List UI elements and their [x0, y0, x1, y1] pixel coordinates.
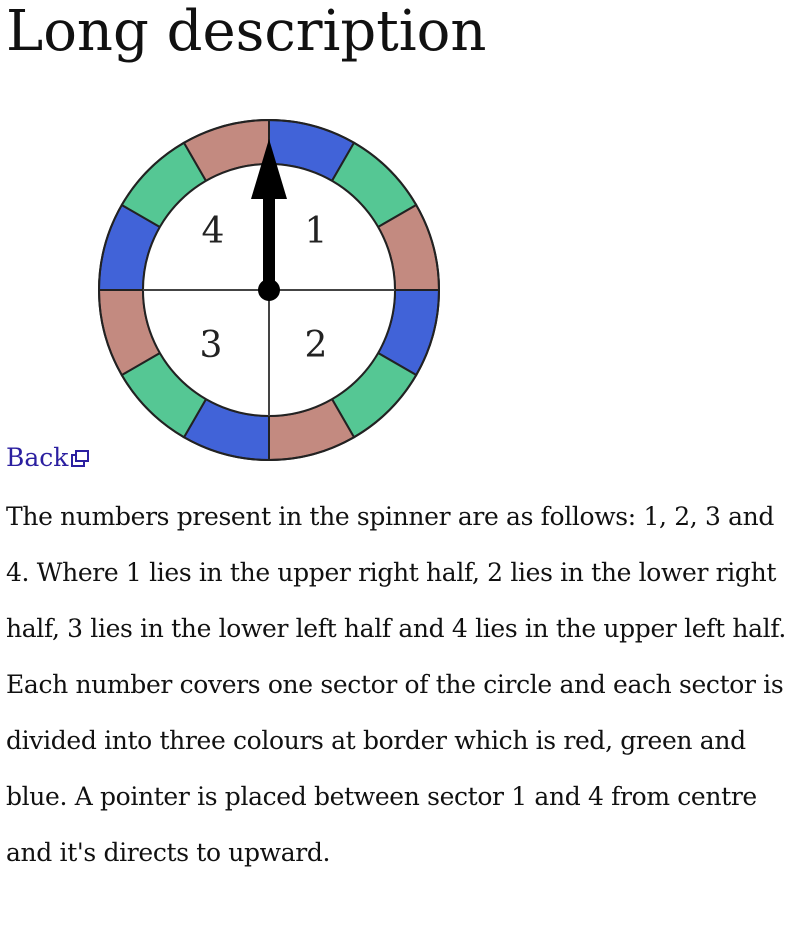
spinner-image [96, 117, 442, 463]
page-title: Long description [6, 0, 487, 64]
sector-label-4: 4 [201, 211, 225, 252]
pointer-pivot [258, 279, 280, 301]
back-link-label: Back [6, 443, 69, 472]
sector-label-3: 3 [199, 325, 223, 366]
spinner-svg [96, 117, 442, 463]
sector-label-2: 2 [304, 325, 328, 366]
sector-label-1: 1 [304, 211, 328, 252]
external-link-icon [70, 444, 90, 478]
long-description-text: The numbers present in the spinner are as follows: 1, 2, 3 and 4. Where 1 lies in the upper right half, 2 lies in the lower right half, 3 lies in the lower left half and 4 lies in the upper left half. Each number covers one sector of the circle and each sector is divided into three colours at border which is red, green and blue. A pointer is placed between sector 1 and 4 from centre and it's directs to upward. [6, 502, 786, 867]
back-link[interactable] [6, 441, 90, 478]
